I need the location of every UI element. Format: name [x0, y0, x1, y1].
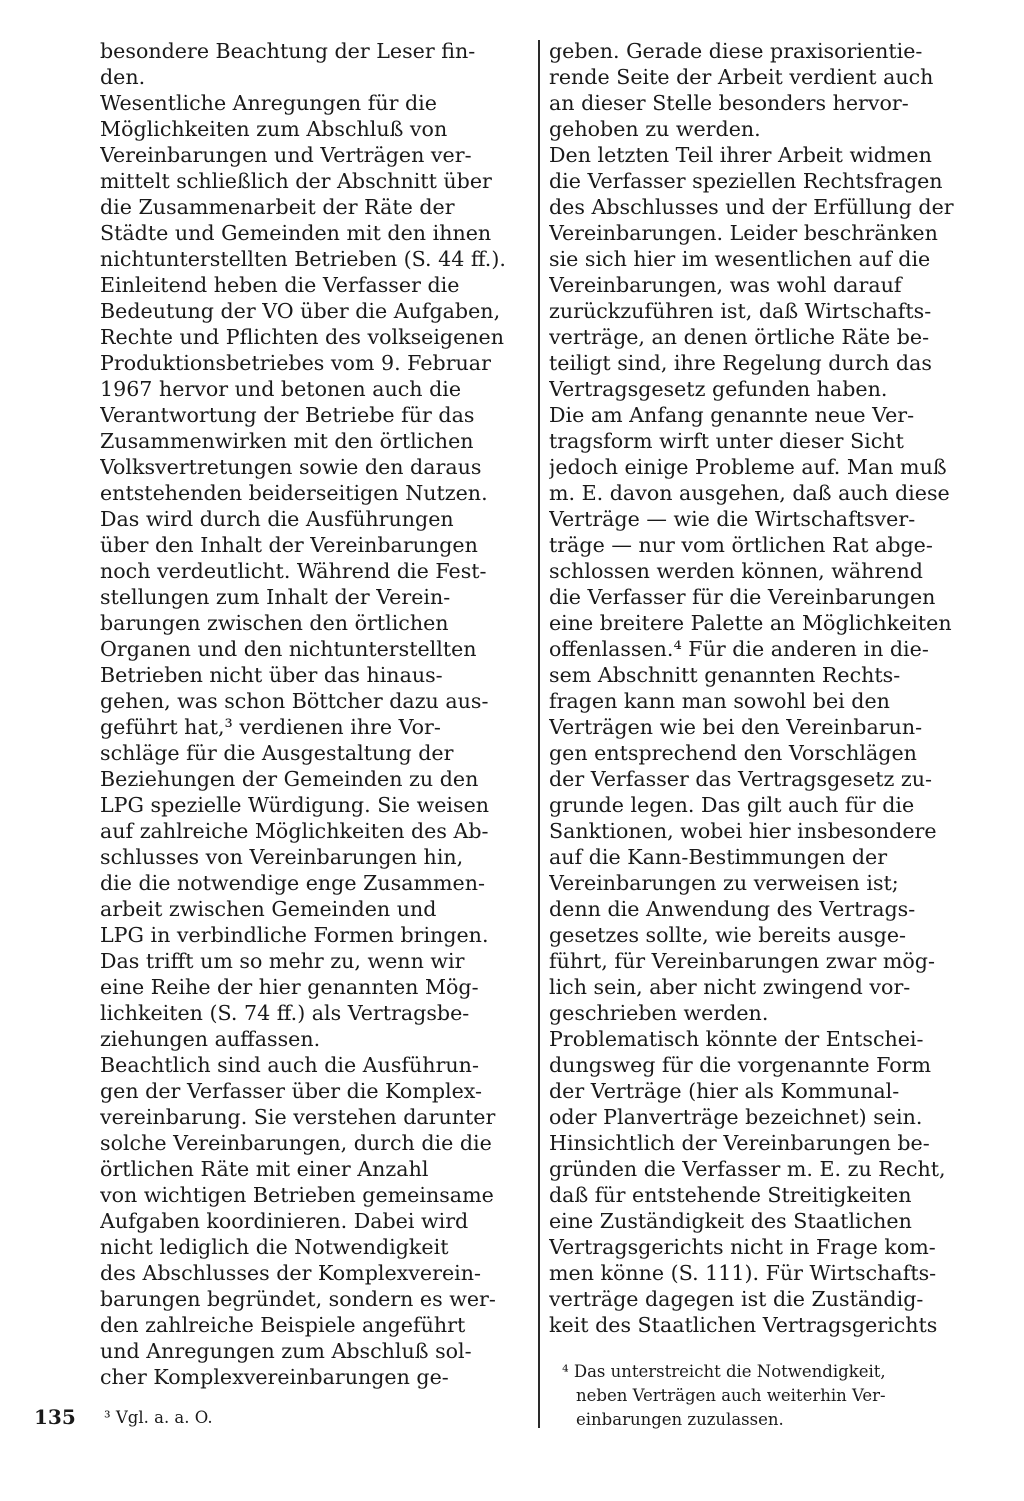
footnote-3: ³ Vgl. a. a. O. [104, 1408, 213, 1427]
footnote-line: ⁴ Das unterstreicht die Notwendigkeit, [562, 1362, 886, 1381]
text-line: keit des Staatlichen Vertragsgerichts [549, 1313, 938, 1337]
text-line: men könne (S. 111). Für Wirtschafts- [549, 1261, 937, 1285]
text-line: gen der Verfasser über die Komplex- [100, 1079, 483, 1103]
text-line: Aufgaben koordinieren. Dabei wird [100, 1209, 469, 1233]
text-line: arbeit zwischen Gemeinden und [100, 897, 437, 921]
footnote-line: einbarungen zuzulassen. [576, 1410, 784, 1429]
right-column [549, 38, 963, 1338]
text-line: Hinsichtlich der Vereinbarungen be- [549, 1131, 930, 1155]
text-line: zurückzuführen ist, daß Wirtschafts- [549, 299, 932, 323]
text-line: 1967 hervor und betonen auch die [100, 377, 462, 401]
text-line: solche Vereinbarungen, durch die die [100, 1131, 492, 1155]
text-line: gehoben zu werden. [549, 117, 761, 141]
page-number: 135 [34, 1405, 76, 1429]
text-line: stellungen zum Inhalt der Verein- [100, 585, 451, 609]
text-line: Vertragsgesetz gefunden haben. [549, 377, 888, 401]
text-line: ziehungen auffassen. [100, 1027, 321, 1051]
text-line: geben. Gerade diese praxisorientie- [549, 39, 923, 63]
text-line: Volksvertretungen sowie den daraus [100, 455, 482, 479]
text-line: auf die Kann-Bestimmungen der [549, 845, 888, 869]
text-line: sie sich hier im wesentlichen auf die [549, 247, 931, 271]
text-line: an dieser Stelle besonders hervor- [549, 91, 909, 115]
text-line: den zahlreiche Beispiele angeführt [100, 1313, 466, 1337]
text-line: die die notwendige enge Zusammen- [100, 871, 485, 895]
footnote-line: neben Verträgen auch weiterhin Ver- [576, 1386, 886, 1405]
text-line: geführt hat,³ verdienen ihre Vor- [100, 715, 441, 739]
text-line: gesetzes sollte, wie bereits ausge- [549, 923, 907, 947]
text-line: Möglichkeiten zum Abschluß von [100, 117, 448, 141]
text-line: grunde legen. Das gilt auch für die [549, 793, 915, 817]
text-line: Vereinbarungen und Verträgen ver- [100, 143, 472, 167]
text-line: des Abschlusses der Komplexverein- [100, 1261, 481, 1285]
text-line: Das trifft um so mehr zu, wenn wir [100, 949, 465, 973]
text-line: schlusses von Vereinbarungen hin, [100, 845, 464, 869]
text-line: Beachtlich sind auch die Ausführun- [100, 1053, 479, 1077]
left-column [100, 38, 520, 1390]
text-line: örtlichen Räte mit einer Anzahl [100, 1157, 429, 1181]
text-line: mittelt schließlich der Abschnitt über [100, 169, 492, 193]
text-line: vereinbarung. Sie verstehen darunter [100, 1105, 496, 1129]
text-line: den. [100, 65, 146, 89]
text-line: Vereinbarungen zu verweisen ist; [549, 871, 899, 895]
text-line: die Verfasser für die Vereinbarungen [549, 585, 936, 609]
text-line: Verantwortung der Betriebe für das [100, 403, 475, 427]
text-line: teiligt sind, ihre Regelung durch das [549, 351, 932, 375]
text-line: eine Reihe der hier genannten Mög- [100, 975, 479, 999]
text-line: tragsform wirft unter dieser Sicht [549, 429, 904, 453]
text-line: Die am Anfang genannte neue Ver- [549, 403, 915, 427]
text-line: verträge, an denen örtliche Räte be- [549, 325, 930, 349]
text-line: über den Inhalt der Vereinbarungen [100, 533, 478, 557]
text-line: verträge dagegen ist die Zuständig- [549, 1287, 924, 1311]
text-line: der Verfasser das Vertragsgesetz zu- [549, 767, 932, 791]
text-line: Vertragsgerichts nicht in Frage kom- [549, 1235, 936, 1259]
text-line: Städte und Gemeinden mit den ihnen [100, 221, 492, 245]
text-line: barungen begründet, sondern es wer- [100, 1287, 496, 1311]
text-line: Beziehungen der Gemeinden zu den [100, 767, 479, 791]
text-line: LPG in verbindliche Formen bringen. [100, 923, 489, 947]
text-line: noch verdeutlicht. Während die Fest- [100, 559, 487, 583]
text-line: lich sein, aber nicht zwingend vor- [549, 975, 911, 999]
text-line: träge — nur vom örtlichen Rat abge- [549, 533, 933, 557]
text-line: Verträge — wie die Wirtschaftsver- [549, 507, 916, 531]
text-line: denn die Anwendung des Vertrags- [549, 897, 916, 921]
text-line: schlossen werden können, während [549, 559, 923, 583]
text-line: Sanktionen, wobei hier insbesondere [549, 819, 937, 843]
text-line: Das wird durch die Ausführungen [100, 507, 454, 531]
text-line: des Abschlusses und der Erfüllung der [549, 195, 954, 219]
text-line: Vereinbarungen. Leider beschränken [549, 221, 938, 245]
text-line: gen entsprechend den Vorschlägen [549, 741, 917, 765]
text-line: nichtunterstellten Betrieben (S. 44 ff.). [100, 247, 506, 271]
text-line: die Zusammenarbeit der Räte der [100, 195, 455, 219]
column-divider [538, 40, 540, 1428]
text-line: die Verfasser speziellen Rechtsfragen [549, 169, 943, 193]
text-line: Verträgen wie bei den Vereinbarun- [549, 715, 923, 739]
text-line: LPG spezielle Würdigung. Sie weisen [100, 793, 490, 817]
text-line: Den letzten Teil ihrer Arbeit widmen [549, 143, 932, 167]
text-line: gehen, was schon Böttcher dazu aus- [100, 689, 489, 713]
text-line: Bedeutung der VO über die Aufgaben, [100, 299, 501, 323]
text-line: von wichtigen Betrieben gemeinsame [100, 1183, 494, 1207]
text-line: Organen und den nichtunterstellten [100, 637, 477, 661]
text-line: Einleitend heben die Verfasser die [100, 273, 460, 297]
text-line: daß für entstehende Streitigkeiten [549, 1183, 912, 1207]
text-line: Produktionsbetriebes vom 9. Februar [100, 351, 491, 375]
text-line: Zusammenwirken mit den örtlichen [100, 429, 474, 453]
text-line: Problematisch könnte der Entschei- [549, 1027, 924, 1051]
text-line: Vereinbarungen, was wohl darauf [549, 273, 902, 297]
text-line: nicht lediglich die Notwendigkeit [100, 1235, 449, 1259]
footnote-4 [562, 1360, 962, 1432]
text-line: und Anregungen zum Abschluß sol- [100, 1339, 472, 1363]
text-line: barungen zwischen den örtlichen [100, 611, 449, 635]
text-line: Betrieben nicht über das hinaus- [100, 663, 443, 687]
text-line: eine Zuständigkeit des Staatlichen [549, 1209, 912, 1233]
text-line: auf zahlreiche Möglichkeiten des Ab- [100, 819, 489, 843]
text-line: geschrieben werden. [549, 1001, 769, 1025]
text-line: m. E. davon ausgehen, daß auch diese [549, 481, 950, 505]
text-line: jedoch einige Probleme auf. Man muß [549, 455, 947, 479]
text-line: eine breitere Palette an Möglichkeiten [549, 611, 952, 635]
text-line: Wesentliche Anregungen für die [100, 91, 437, 115]
text-line: der Verträge (hier als Kommunal- [549, 1079, 900, 1103]
text-line: führt, für Vereinbarungen zwar mög- [549, 949, 935, 973]
text-line: sem Abschnitt genannten Rechts- [549, 663, 901, 687]
text-line: gründen die Verfasser m. E. zu Recht, [549, 1157, 946, 1181]
text-line: besondere Beachtung der Leser fin- [100, 39, 476, 63]
text-line: lichkeiten (S. 74 ff.) als Vertragsbe- [100, 1001, 470, 1025]
text-line: offenlassen.⁴ Für die anderen in die- [549, 637, 929, 661]
text-line: entstehenden beiderseitigen Nutzen. [100, 481, 488, 505]
text-line: Rechte und Pflichten des volkseigenen [100, 325, 505, 349]
text-line: rende Seite der Arbeit verdient auch [549, 65, 934, 89]
text-line: fragen kann man sowohl bei den [549, 689, 890, 713]
text-line: dungsweg für die vorgenannte Form [549, 1053, 932, 1077]
text-line: oder Planverträge bezeichnet) sein. [549, 1105, 923, 1129]
text-line: schläge für die Ausgestaltung der [100, 741, 454, 765]
text-line: cher Komplexvereinbarungen ge- [100, 1365, 449, 1389]
